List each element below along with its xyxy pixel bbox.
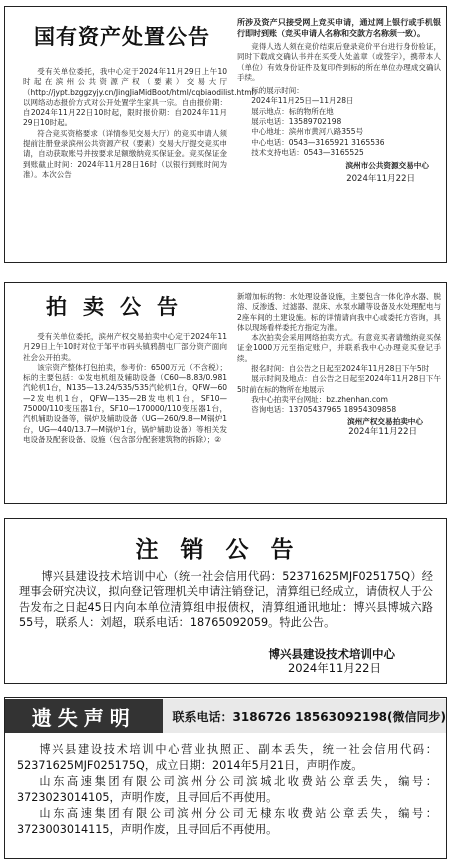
notice-title: 注销公告 — [135, 537, 316, 563]
loss-item: 博兴县建设技术培训中心营业执照正、副本丢失，统一社会信用代码：52371625MJF025175Q，成立日期：2014年5月21日，声明作废。 — [17, 743, 437, 772]
loss-statement-header — [5, 698, 446, 734]
state-asset-disposal-notice — [4, 6, 447, 263]
notice-title: 拍卖公告 — [46, 295, 194, 319]
notice-paragraph: 报名时间：自公告之日起至2024年11月28日下午5时 — [251, 364, 430, 374]
exhibition-info — [237, 86, 441, 158]
info-line: 展示电话：13589702198 — [251, 117, 342, 127]
notice-left-column — [23, 332, 227, 445]
notice-paragraph: 竞得人选人须在竞价结束后登录竞价平台进行身份验证，同时下载成交确认书并在买受人处盖章（或签字），携带本人（单位）有效身份证件及复印件到标的所在单位办理成交确认手续。 — [237, 42, 441, 82]
info-line: 2024年11月25日—11月28日 — [251, 96, 354, 106]
signature-org: 滨州市公共资源交易中心 — [345, 161, 429, 171]
notice-right-column — [237, 292, 441, 437]
notice-paragraph: 新增加标的物：水处理设备设施，主要包含一体化净水器、脱溶、反渗透、过滤器、混床、水泵水罐等设备及水处理配电与2座车间的土建设施。标的详情请向我中心或委托方咨询，具体以现场看样委托方指定为准。 — [237, 292, 441, 332]
notice-left-column — [23, 67, 262, 180]
loss-statement — [4, 697, 447, 859]
info-line: 展示地点：标的物所在地 — [251, 106, 334, 116]
notice-title: 国有资产处置公告 — [34, 25, 210, 49]
contact-line: 咨询电话：13705437965 18954309858 — [251, 405, 397, 415]
notice-lead-bold: 所涉及资产只接受网上竞买申请，通过网上银行或手机银行即时到账（竞买申请人名称和交款方名称须一致）。 — [237, 18, 441, 38]
notice-right-column — [237, 17, 441, 184]
notice-paragraph: 受有关单位委托，滨州产权交易拍卖中心定于2024年11月29日上午10时对位于邹平市码头镇鸦鹊屯厂部分资产面向社会公开拍卖。 — [23, 332, 227, 362]
auction-notice — [4, 282, 447, 504]
contact-line: 我中心拍卖平台网址：bz.zhenhan.com — [251, 394, 388, 404]
info-line: 技术支持电话：0543—3165525 — [251, 147, 364, 157]
signature-date: 2024年11月22日 — [348, 426, 417, 437]
notice-paragraph: 本次拍卖会采用网络拍卖方式。有意竞买者请缴纳竞买保证金1000万元至指定账户，并联系我中心办理竞买登记手续。 — [237, 333, 441, 363]
notice-paragraph: 博兴县建设技术培训中心（统一社会信用代码：52371625MJF025175Q）经理事会研究决议，拟向登记管理机关申请注销登记，清算组已经成立，请债权人于公告发布之日起45日内向本单位清算组申报债权，清算组通讯地址：博兴县博城六路55号，联系人：刘超，联系电话：18765092059。特此公告。 — [19, 570, 433, 630]
signature-date: 2024年11月22日 — [346, 173, 415, 184]
loss-item: 山东高速集团有限公司滨州分公司无棣东收费站公章丢失，编号：3723003014115，声明作废，且寻回后不再使用。 — [17, 807, 437, 836]
signature-date: 2024年11月22日 — [287, 661, 381, 675]
info-line: 标的展示时间： — [251, 86, 304, 96]
notice-paragraph: 符合竞买资格要求（详情参见交易大厅）的竞买申请人须提前注册登录滨州公共资源产权（要素）交易大厅提交竞买申请，自动获取账号并按要求足额缴纳竞买保证金。竞买保证金到账截止时间：2024年11月28日16时（以银行到账时间为准）。本次公告 — [23, 128, 227, 179]
info-line: 中心地址：滨州市黄河八路355号 — [251, 127, 364, 137]
signature-org: 博兴县建设技术培训中心 — [268, 647, 395, 661]
deregistration-notice — [4, 518, 447, 684]
loss-item: 山东高速集团有限公司滨州分公司滨城北收费站公章丢失，编号：3723023014105，声明作废，且寻回后不再使用。 — [17, 775, 437, 804]
contact-phone: 联系电话：3186726 18563092198(微信同步) — [163, 699, 446, 733]
notice-paragraph: 展示时间及地点：自公告之日起至2024年11月28日下午5时前在标的物所在地展示 — [237, 374, 441, 394]
notice-paragraph: 该宗资产整体打包拍卖，参考价：6500万元（不含税）；标的主要包括：①发电机组及辅助设备（C60—8.83/0.981汽轮机1台，N135—13.24/535/535汽轮机1台，QFW—60—2发电机1台，QFW—135—2B发电机1台，SF10—75000/110变压器1台，SF10—170000/110变压器1台，汽机辅助设备等，锅炉及辅助设备（UG—260/9.8—M锅炉1台，UG—440/13.7—M锅炉1台，锅炉辅助设备）等相关发电设备及配套设备、设施（包含部分配套建筑物的拆除）；② — [23, 362, 227, 444]
contact-info — [237, 395, 441, 416]
notice-paragraph: 受有关单位委托，我中心定于2024年11月29日上午10时起在滨州公共资源产权（要素）交易大厅（http://jypt.bzggzyjy.cn/JingJiaMidBoot/html/cqbiaodilist.html）以网络动态报价方式对公开处置学生家具一宗。自由报价期：自2024年11月22日10时起，限时报价期：自2024年11月29日10时起。 — [23, 67, 262, 128]
loss-statement-body — [17, 742, 437, 838]
info-line: 中心电话：0543—3165921 3165536 — [251, 137, 385, 147]
notice-body — [19, 569, 433, 631]
signature-org: 滨州产权交易拍卖中心 — [347, 416, 423, 426]
notice-title: 遗失声明 — [5, 699, 163, 733]
signature-block — [19, 647, 433, 675]
